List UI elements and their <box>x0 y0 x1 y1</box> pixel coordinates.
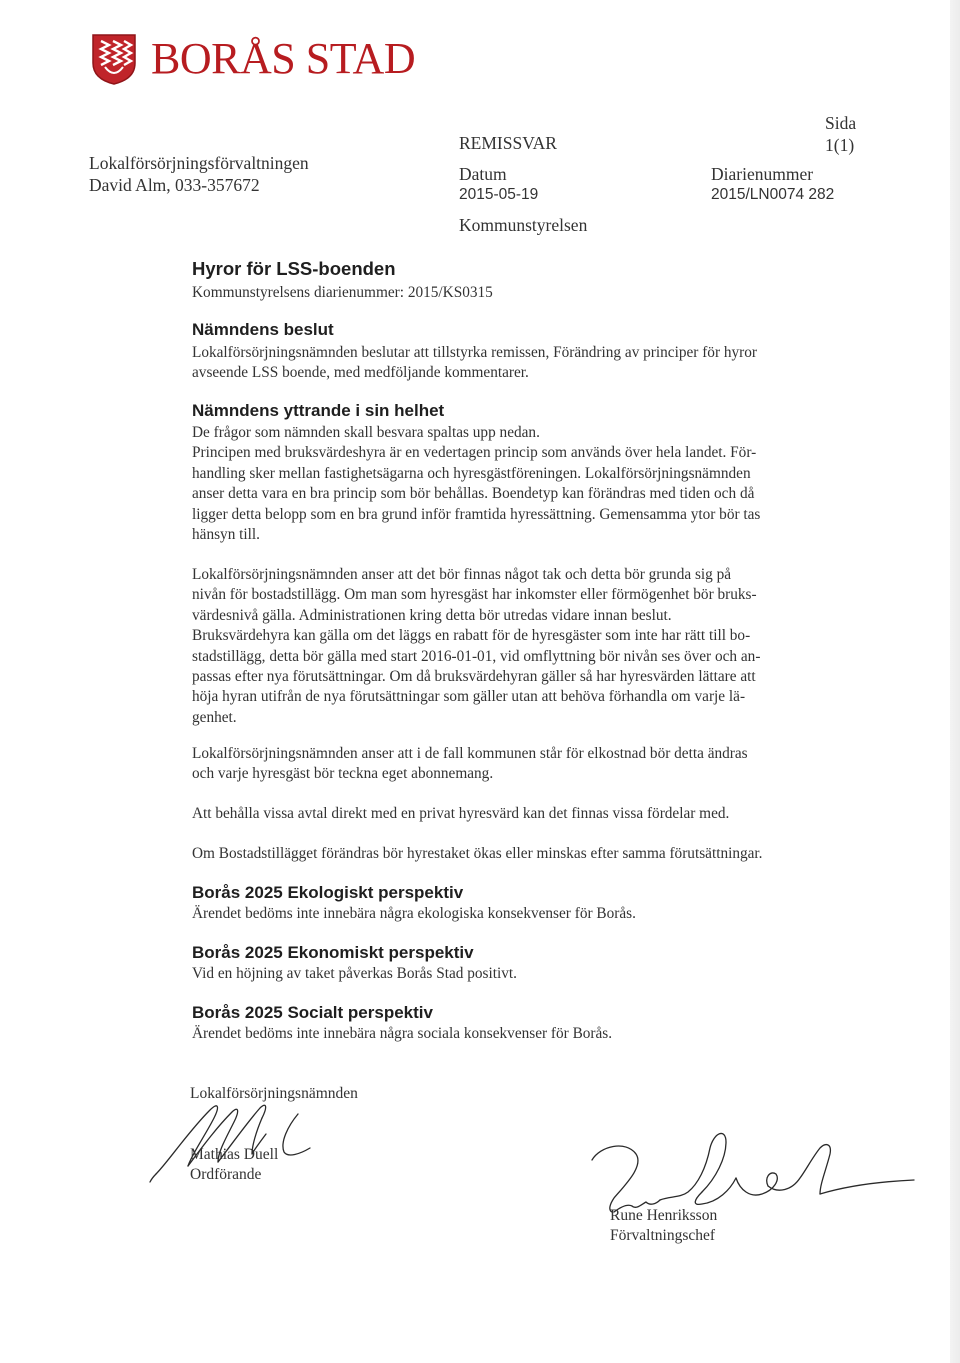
yttrande-paragraph-1 <box>192 423 760 545</box>
section-heading-beslut: Nämndens beslut <box>192 320 334 339</box>
text-line: handling sker mellan fastighetsägarna och hyresgästföreningen. Lokalförsörjningsnämnden <box>192 464 751 482</box>
yttrande-paragraph-3 <box>192 744 748 785</box>
section-body-ekologiskt <box>192 904 636 924</box>
diary-label: Diarienummer <box>711 164 814 184</box>
recipient: Kommunstyrelsen <box>459 215 588 235</box>
text-line: anser detta vara en bra princip som bör behållas. Boendetyp kan förändras med tiden och då <box>192 485 755 503</box>
text-line: ligger detta belopp som en bra grund inför framtida hyressättning. Gemensamma ytor bör tas <box>192 505 761 523</box>
sender-org: Lokalförsörjningsförvaltningen <box>89 153 309 173</box>
text-line: Om Bostadstillägget förändras bör hyrestaket ökas eller minskas efter samma förutsättningar. <box>192 845 763 862</box>
text-line: De frågor som nämnden skall besvara spaltas upp nedan. <box>192 424 540 441</box>
yttrande-paragraph-4 <box>192 804 729 824</box>
text-line: och varje hyresgäst bör teckna eget abonnemang. <box>192 765 494 783</box>
text-line: Lokalförsörjningsnämnden anser att i de fall kommunen står för elkostnad bör detta ändras <box>192 745 748 762</box>
section-body-beslut <box>192 343 757 384</box>
signing-body: Lokalförsörjningsnämnden <box>190 1085 358 1102</box>
page-value: 1(1) <box>825 135 855 155</box>
section-heading-yttrande: Nämndens yttrande i sin helhet <box>192 401 445 420</box>
text-line: Principen med bruksvärdeshyra är en vedertagen princip som används över hela landet. För- <box>192 444 757 462</box>
text-line: Att behålla vissa avtal direkt med en privat hyresvärd kan det finnas vissa fördelar med. <box>192 805 730 822</box>
signer1-name: Mathias Duell <box>190 1146 279 1163</box>
signer1-title: Ordförande <box>190 1166 262 1183</box>
signer2-title: Förvaltningschef <box>610 1227 716 1244</box>
page-subtitle: Kommunstyrelsens diarienummer: 2015/KS0315 <box>192 284 493 301</box>
page-label: Sida <box>825 113 857 133</box>
yttrande-paragraph-2 <box>192 565 760 728</box>
text-line: Lokalförsörjningsnämnden beslutar att tillstyrka remissen, Förändring av principer för hyror <box>192 344 757 361</box>
text-line: passas efter nya förutsättningar. Om då bruksvärdehyran gäller så har hyresvärden lättare att <box>192 667 756 685</box>
text-line: Vid en höjning av taket påverkas Borås Stad positivt. <box>192 965 517 982</box>
text-line: Bruksvärdehyra kan gälla om det läggs en rabatt för de hyresgäster som inte har rätt till bo- <box>192 627 751 645</box>
text-line: värdesnivå gälla. Administrationen kring detta bör utredas vidare innan beslut. <box>192 606 672 624</box>
logo-text: BORÅS STAD <box>151 34 416 83</box>
boras-coat-of-arms-icon <box>91 33 137 85</box>
section-heading-socialt: Borås 2025 Socialt perspektiv <box>192 1003 433 1022</box>
date-label: Datum <box>459 164 507 184</box>
text-line: stadstillägg, detta bör gälla med start 2016-01-01, vid omflyttning bör nivån ses över och an- <box>192 647 761 665</box>
section-heading-ekonomiskt: Borås 2025 Ekonomiskt perspektiv <box>192 943 474 962</box>
scan-edge <box>950 0 960 1363</box>
text-line: Ärendet bedöms inte innebära några sociala konsekvenser för Borås. <box>192 1025 613 1042</box>
signer2-name: Rune Henriksson <box>610 1207 718 1224</box>
section-body-ekonomiskt <box>192 964 517 984</box>
page-title: Hyror för LSS-boenden <box>192 258 396 279</box>
text-line: nivån för bostadstillägg. Om man som hyresgäst har inkomster eller förmögenhet bör bruks- <box>192 586 757 604</box>
text-line: Ärendet bedöms inte innebära några ekologiska konsekvenser för Borås. <box>192 905 636 922</box>
text-line: genhet. <box>192 708 237 726</box>
section-body-socialt <box>192 1024 612 1044</box>
yttrande-paragraph-5 <box>192 844 763 864</box>
text-line: Lokalförsörjningsnämnden anser att det bör finnas något tak och detta bör grunda sig på <box>192 566 732 583</box>
sender-contact: David Alm, 033-357672 <box>89 175 260 195</box>
diary-value: 2015/LN0074 282 <box>711 186 835 203</box>
text-line: höja hyran utifrån de nya förutsättningar som gäller utan att behöva förhandla om varje lä- <box>192 688 746 706</box>
doc-type: REMISSVAR <box>459 133 557 153</box>
text-line: hänsyn till. <box>192 525 260 543</box>
section-heading-ekologiskt: Borås 2025 Ekologiskt perspektiv <box>192 883 464 902</box>
date-value: 2015-05-19 <box>459 186 539 203</box>
text-line: avseende LSS boende, med medföljande kommentarer. <box>192 364 529 382</box>
